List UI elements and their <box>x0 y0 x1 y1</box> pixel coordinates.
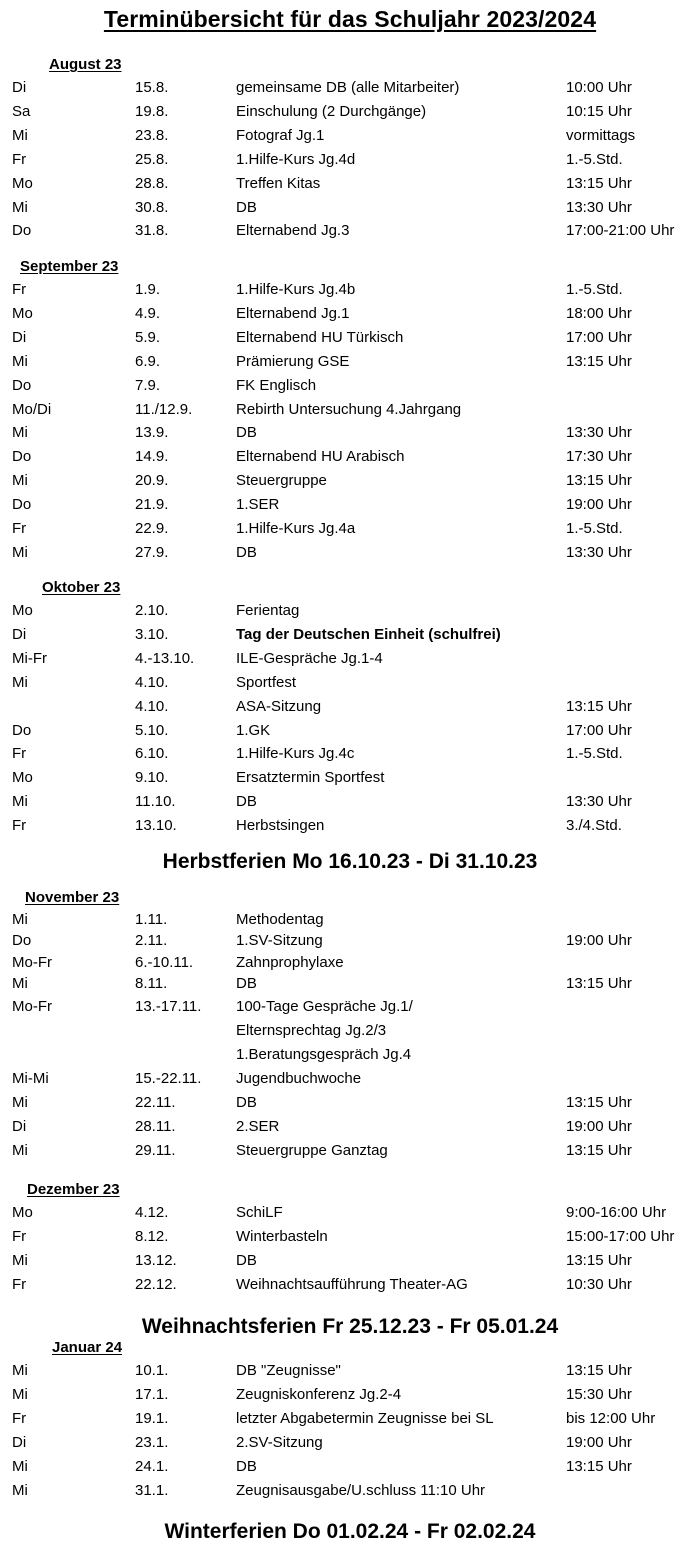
schedule-row <box>0 930 700 952</box>
event-cell: Tag der Deutschen Einheit (schulfrei) <box>236 626 501 643</box>
date-cell: 30.8. <box>135 199 169 216</box>
event-cell: 1.GK <box>236 722 271 739</box>
schedule-row <box>0 101 700 123</box>
weekday-cell: Mi <box>12 1386 28 1403</box>
time-cell: 13:15 Uhr <box>566 698 632 715</box>
weekday-cell: Fr <box>12 281 27 298</box>
weekday-cell: Do <box>12 377 32 394</box>
weekday-cell: Mi <box>12 424 28 441</box>
schedule-row <box>0 149 700 171</box>
event-cell: SchiLF <box>236 1204 283 1221</box>
weekday-cell: Mi-Fr <box>12 650 47 667</box>
date-cell: 11.10. <box>135 793 176 810</box>
schedule-row <box>0 1044 700 1066</box>
date-cell: 9.10. <box>135 769 169 786</box>
month-heading: August 23 <box>49 56 122 73</box>
date-cell: 31.1. <box>135 1482 169 1499</box>
weekday-cell: Di <box>12 626 27 643</box>
event-cell: 1.Beratungsgespräch Jg.4 <box>236 1046 412 1063</box>
month-heading: November 23 <box>25 889 120 906</box>
date-cell: 2.11. <box>135 932 168 949</box>
schedule-row <box>0 600 700 622</box>
time-cell: 13:30 Uhr <box>566 199 632 216</box>
weekday-cell: Mi <box>12 793 28 810</box>
time-cell: 15:00-17:00 Uhr <box>566 1228 675 1245</box>
schedule-row <box>0 767 700 789</box>
schedule-row <box>0 197 700 219</box>
date-cell: 13.10. <box>135 817 177 834</box>
time-cell: 13:15 Uhr <box>566 1094 632 1111</box>
event-cell: Zahnprophylaxe <box>236 954 344 971</box>
weekday-cell: Fr <box>12 817 27 834</box>
weekday-cell: Di <box>12 79 27 96</box>
event-cell: gemeinsame DB (alle Mitarbeiter) <box>236 79 460 96</box>
event-cell: DB <box>236 1094 257 1111</box>
event-cell: Steuergruppe Ganztag <box>236 1142 388 1159</box>
time-cell: 1.-5.Std. <box>566 520 623 537</box>
schedule-row <box>0 973 700 995</box>
month-heading: September 23 <box>20 258 119 275</box>
weekday-cell: Fr <box>12 745 27 762</box>
time-cell: 13:15 Uhr <box>566 1362 632 1379</box>
event-cell: Elternabend Jg.1 <box>236 305 350 322</box>
date-cell: 4.10. <box>135 674 169 691</box>
time-cell: bis 12:00 Uhr <box>566 1410 656 1427</box>
date-cell: 22.12. <box>135 1276 177 1293</box>
weekday-cell: Mi <box>12 199 28 216</box>
schedule-row <box>0 1068 700 1090</box>
event-cell: 100-Tage Gespräche Jg.1/ <box>236 998 413 1015</box>
event-cell: 1.Hilfe-Kurs Jg.4a <box>236 520 356 537</box>
weekday-cell: Do <box>12 448 32 465</box>
schedule-row <box>0 648 700 670</box>
weekday-cell: Mi <box>12 1362 28 1379</box>
weekday-cell: Mo <box>12 175 33 192</box>
weekday-cell: Mi <box>12 975 28 992</box>
schedule-row <box>0 470 700 492</box>
event-cell: DB <box>236 1252 257 1269</box>
schedule-row <box>0 672 700 694</box>
event-cell: Zeugnisausgabe/U.schluss 11:10 Uhr <box>236 1482 486 1499</box>
event-cell: 2.SV-Sitzung <box>236 1434 323 1451</box>
schedule-row <box>0 1020 700 1042</box>
date-cell: 4.10. <box>135 698 169 715</box>
event-cell: Weihnachtsaufführung Theater-AG <box>236 1276 468 1293</box>
schedule-row <box>0 1092 700 1114</box>
date-cell: 5.9. <box>135 329 161 346</box>
schedule-row <box>0 720 700 742</box>
schedule-row <box>0 909 700 931</box>
weekday-cell: Mi <box>12 544 28 561</box>
date-cell: 22.11. <box>135 1094 176 1111</box>
schedule-row <box>0 422 700 444</box>
event-cell: Prämierung GSE <box>236 353 350 370</box>
date-cell: 15.8. <box>135 79 169 96</box>
schedule-row <box>0 815 700 837</box>
date-cell: 3.10. <box>135 626 169 643</box>
schedule-row <box>0 996 700 1018</box>
weekday-cell: Fr <box>12 1228 27 1245</box>
time-cell: 13:15 Uhr <box>566 1458 632 1475</box>
break-heading-winterferien: Winterferien Do 01.02.24 - Fr 02.02.24 <box>164 1520 536 1543</box>
time-cell: 1.-5.Std. <box>566 745 623 762</box>
time-cell: vormittags <box>566 127 636 144</box>
time-cell: 10:30 Uhr <box>566 1276 632 1293</box>
break-heading-weihnachtsferien: Weihnachtsferien Fr 25.12.23 - Fr 05.01.24 <box>141 1315 559 1338</box>
event-cell: DB <box>236 199 257 216</box>
event-cell: DB <box>236 1458 257 1475</box>
weekday-cell: Mo <box>12 602 33 619</box>
event-cell: DB <box>236 975 257 992</box>
weekday-cell: Mi <box>12 674 28 691</box>
event-cell: Ferientag <box>236 602 300 619</box>
date-cell: 15.-22.11. <box>135 1070 202 1087</box>
time-cell: 1.-5.Std. <box>566 151 623 168</box>
weekday-cell: Mo-Fr <box>12 998 52 1015</box>
event-cell: 1.Hilfe-Kurs Jg.4b <box>236 281 356 298</box>
schedule-row <box>0 351 700 373</box>
event-cell: ASA-Sitzung <box>236 698 322 715</box>
date-cell: 17.1. <box>135 1386 169 1403</box>
date-cell: 6.9. <box>135 353 161 370</box>
weekday-cell: Mi <box>12 1252 28 1269</box>
schedule-row <box>0 173 700 195</box>
date-cell: 4.12. <box>135 1204 169 1221</box>
weekday-cell: Do <box>12 722 32 739</box>
date-cell: 24.1. <box>135 1458 169 1475</box>
event-cell: Elternsprechtag Jg.2/3 <box>236 1022 387 1039</box>
schedule-row <box>0 375 700 397</box>
date-cell: 28.11. <box>135 1118 176 1135</box>
event-cell: Elternabend HU Türkisch <box>236 329 404 346</box>
weekday-cell: Mi <box>12 127 28 144</box>
date-cell: 27.9. <box>135 544 169 561</box>
date-cell: 13.-17.11. <box>135 998 202 1015</box>
time-cell: 3./4.Std. <box>566 817 622 834</box>
schedule-row <box>0 624 700 646</box>
date-cell: 2.10. <box>135 602 169 619</box>
weekday-cell: Fr <box>12 1276 27 1293</box>
schedule-row <box>0 399 700 421</box>
time-cell: 13:15 Uhr <box>566 175 632 192</box>
weekday-cell: Mi <box>12 1094 28 1111</box>
date-cell: 13.12. <box>135 1252 177 1269</box>
weekday-cell: Di <box>12 1434 27 1451</box>
schedule-row <box>0 77 700 99</box>
date-cell: 20.9. <box>135 472 169 489</box>
event-cell: letzter Abgabetermin Zeugnisse bei SL <box>236 1410 494 1427</box>
weekday-cell: Mi <box>12 353 28 370</box>
time-cell: 13:15 Uhr <box>566 353 632 370</box>
time-cell: 17:00 Uhr <box>566 329 632 346</box>
weekday-cell: Di <box>12 1118 27 1135</box>
weekday-cell: Sa <box>12 103 31 120</box>
weekday-cell: Mi-Mi <box>12 1070 49 1087</box>
event-cell: Herbstsingen <box>236 817 325 834</box>
schedule-row <box>0 1250 700 1272</box>
date-cell: 14.9. <box>135 448 169 465</box>
time-cell: 18:00 Uhr <box>566 305 632 322</box>
date-cell: 4.-13.10. <box>135 650 195 667</box>
event-cell: DB "Zeugnisse" <box>236 1362 341 1379</box>
month-heading: Januar 24 <box>52 1339 123 1356</box>
event-cell: 1.SER <box>236 496 280 513</box>
event-cell: FK Englisch <box>236 377 317 394</box>
event-cell: Elternabend Jg.3 <box>236 222 350 239</box>
schedule-row <box>0 220 700 242</box>
weekday-cell: Fr <box>12 1410 27 1427</box>
schedule-row <box>0 279 700 301</box>
time-cell: 13:15 Uhr <box>566 472 632 489</box>
weekday-cell: Mi <box>12 1142 28 1159</box>
schedule-row <box>0 1140 700 1162</box>
time-cell: 19:00 Uhr <box>566 1118 632 1135</box>
event-cell: DB <box>236 544 257 561</box>
weekday-cell: Mi <box>12 1458 28 1475</box>
weekday-cell: Mo-Fr <box>12 954 52 971</box>
schedule-row <box>0 1226 700 1248</box>
weekday-cell: Mo <box>12 1204 33 1221</box>
weekday-cell: Do <box>12 496 32 513</box>
weekday-cell: Mo <box>12 769 33 786</box>
date-cell: 25.8. <box>135 151 169 168</box>
date-cell: 19.1. <box>135 1410 169 1427</box>
schedule-row <box>0 1202 700 1224</box>
schedule-row <box>0 1432 700 1454</box>
date-cell: 8.11. <box>135 975 168 992</box>
time-cell: 13:30 Uhr <box>566 424 632 441</box>
date-cell: 8.12. <box>135 1228 169 1245</box>
schedule-row <box>0 1480 700 1502</box>
schedule-row <box>0 125 700 147</box>
event-cell: 1.Hilfe-Kurs Jg.4c <box>236 745 355 762</box>
event-cell: Rebirth Untersuchung 4.Jahrgang <box>236 401 462 418</box>
schedule-row <box>0 1456 700 1478</box>
event-cell: Jugendbuchwoche <box>236 1070 362 1087</box>
time-cell: 13:30 Uhr <box>566 793 632 810</box>
month-heading: Oktober 23 <box>42 579 121 596</box>
event-cell: Zeugniskonferenz Jg.2-4 <box>236 1386 402 1403</box>
date-cell: 23.1. <box>135 1434 169 1451</box>
weekday-cell: Do <box>12 222 32 239</box>
date-cell: 4.9. <box>135 305 161 322</box>
schedule-row <box>0 952 700 974</box>
schedule-row <box>0 327 700 349</box>
time-cell: 15:30 Uhr <box>566 1386 632 1403</box>
time-cell: 13:30 Uhr <box>566 544 632 561</box>
time-cell: 13:15 Uhr <box>566 1252 632 1269</box>
date-cell: 6.-10.11. <box>135 954 194 971</box>
schedule-row <box>0 542 700 564</box>
event-cell: Methodentag <box>236 911 324 928</box>
schedule-row <box>0 303 700 325</box>
date-cell: 31.8. <box>135 222 169 239</box>
date-cell: 1.9. <box>135 281 161 298</box>
time-cell: 13:15 Uhr <box>566 1142 632 1159</box>
schedule-row <box>0 494 700 516</box>
event-cell: Elternabend HU Arabisch <box>236 448 405 465</box>
date-cell: 29.11. <box>135 1142 176 1159</box>
weekday-cell: Mo <box>12 305 33 322</box>
date-cell: 5.10. <box>135 722 169 739</box>
weekday-cell: Mi <box>12 911 28 928</box>
event-cell: 1.SV-Sitzung <box>236 932 323 949</box>
weekday-cell: Mo/Di <box>12 401 52 418</box>
schedule-row <box>0 446 700 468</box>
time-cell: 17:00 Uhr <box>566 722 632 739</box>
schedule-row <box>0 1116 700 1138</box>
event-cell: Sportfest <box>236 674 297 691</box>
time-cell: 10:00 Uhr <box>566 79 632 96</box>
date-cell: 28.8. <box>135 175 169 192</box>
time-cell: 19:00 Uhr <box>566 496 632 513</box>
month-heading: Dezember 23 <box>27 1181 120 1198</box>
event-cell: DB <box>236 793 257 810</box>
time-cell: 9:00-16:00 Uhr <box>566 1204 667 1221</box>
date-cell: 13.9. <box>135 424 169 441</box>
time-cell: 17:00-21:00 Uhr <box>566 222 675 239</box>
event-cell: DB <box>236 424 257 441</box>
time-cell: 1.-5.Std. <box>566 281 623 298</box>
date-cell: 22.9. <box>135 520 169 537</box>
event-cell: 2.SER <box>236 1118 280 1135</box>
time-cell: 17:30 Uhr <box>566 448 632 465</box>
weekday-cell: Di <box>12 329 27 346</box>
event-cell: Einschulung (2 Durchgänge) <box>236 103 427 120</box>
schedule-row <box>0 696 700 718</box>
date-cell: 6.10. <box>135 745 169 762</box>
event-cell: Ersatztermin Sportfest <box>236 769 385 786</box>
date-cell: 19.8. <box>135 103 169 120</box>
date-cell: 11./12.9. <box>135 401 193 418</box>
time-cell: 13:15 Uhr <box>566 975 632 992</box>
time-cell: 19:00 Uhr <box>566 1434 632 1451</box>
event-cell: Fotograf Jg.1 <box>236 127 325 144</box>
weekday-cell: Mi <box>12 472 28 489</box>
schedule-row <box>0 518 700 540</box>
weekday-cell: Do <box>12 932 32 949</box>
event-cell: ILE-Gespräche Jg.1-4 <box>236 650 383 667</box>
time-cell: 19:00 Uhr <box>566 932 632 949</box>
schedule-row <box>0 791 700 813</box>
date-cell: 7.9. <box>135 377 161 394</box>
event-cell: 1.Hilfe-Kurs Jg.4d <box>236 151 356 168</box>
schedule-row <box>0 1360 700 1382</box>
event-cell: Winterbasteln <box>236 1228 328 1245</box>
date-cell: 1.11. <box>135 911 168 928</box>
date-cell: 10.1. <box>135 1362 169 1379</box>
page-title: Terminübersicht für das Schuljahr 2023/2024 <box>103 6 597 32</box>
time-cell: 10:15 Uhr <box>566 103 632 120</box>
schedule-row <box>0 743 700 765</box>
weekday-cell: Fr <box>12 520 27 537</box>
schedule-row <box>0 1274 700 1296</box>
date-cell: 23.8. <box>135 127 169 144</box>
break-heading-herbstferien: Herbstferien Mo 16.10.23 - Di 31.10.23 <box>162 850 538 873</box>
date-cell: 21.9. <box>135 496 169 513</box>
event-cell: Treffen Kitas <box>236 175 321 192</box>
schedule-row <box>0 1384 700 1406</box>
weekday-cell: Mi <box>12 1482 28 1499</box>
schedule-row <box>0 1408 700 1430</box>
event-cell: Steuergruppe <box>236 472 327 489</box>
weekday-cell: Fr <box>12 151 27 168</box>
